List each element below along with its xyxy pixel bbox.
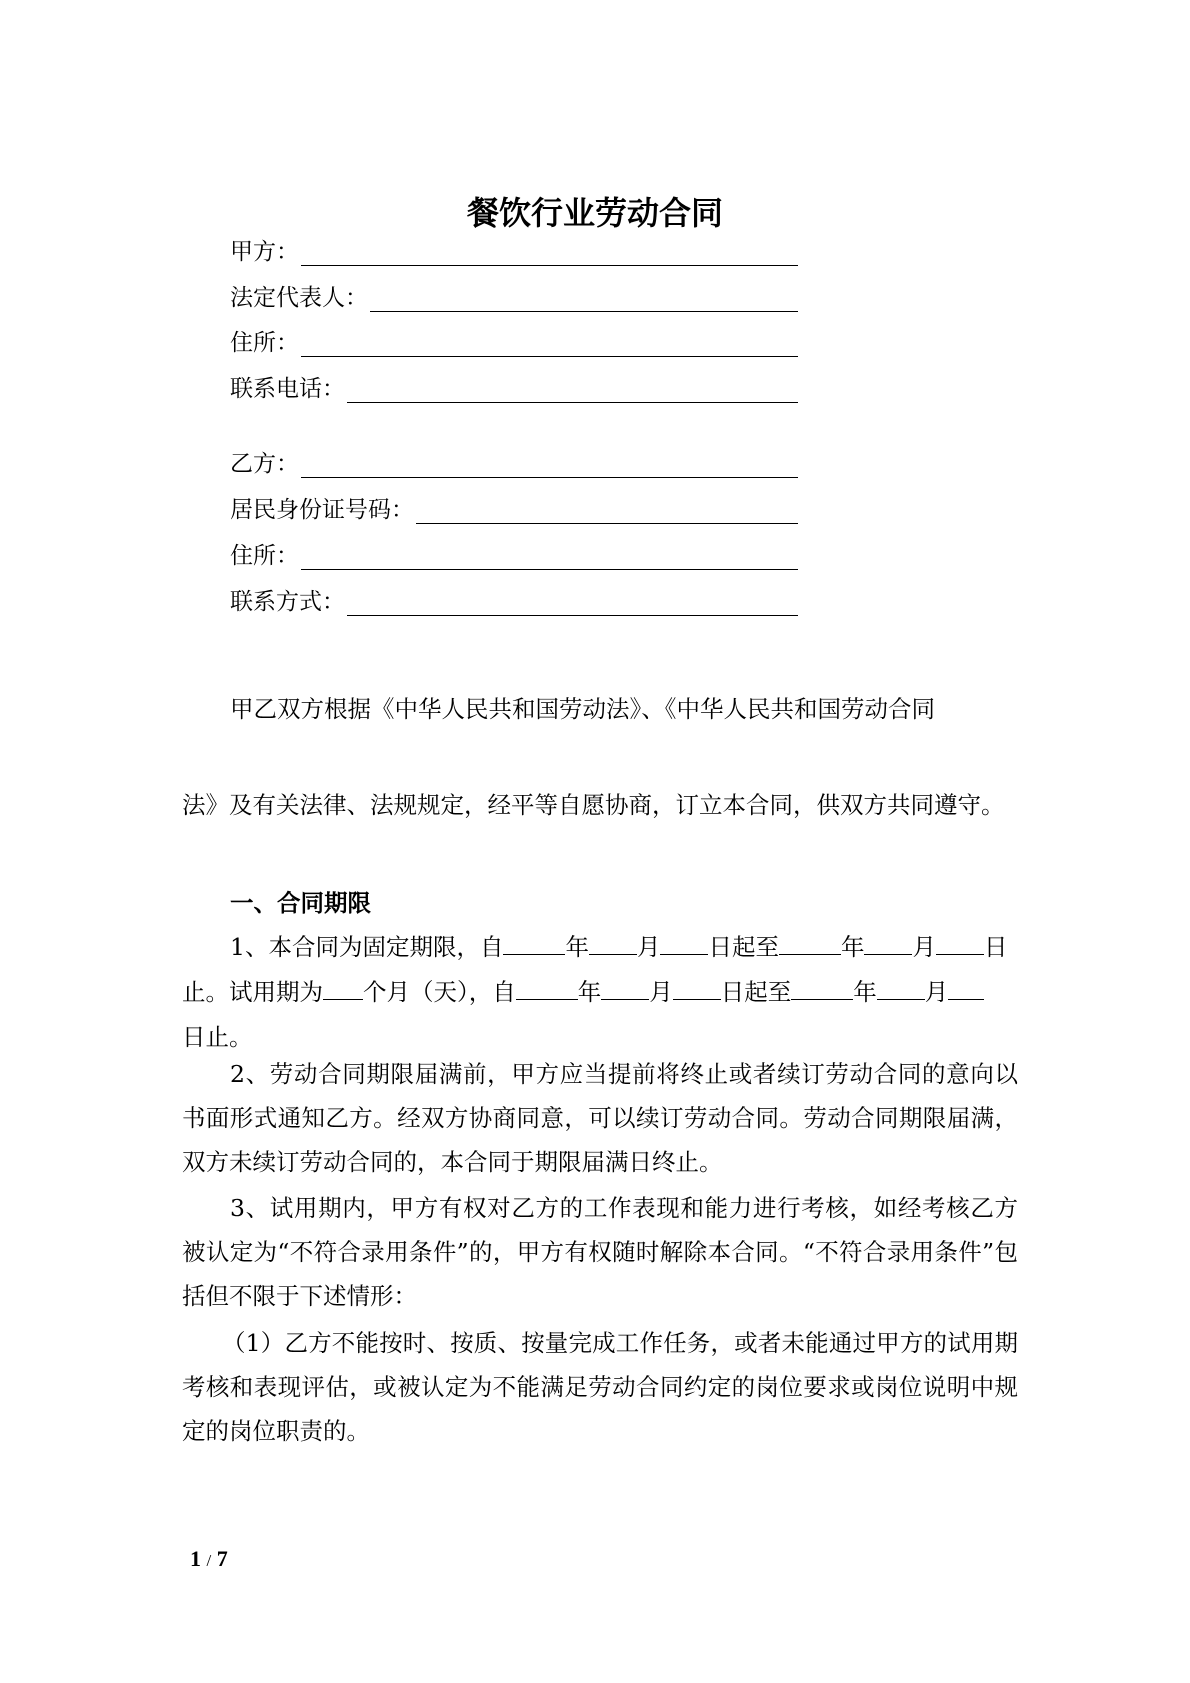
party-b-name-label: 乙方： <box>230 451 299 477</box>
clause-1-line-2 <box>182 973 984 1007</box>
month-unit: 月 <box>636 933 661 961</box>
party-a-name-blank[interactable] <box>301 243 798 266</box>
month-unit: 月 <box>649 978 673 1006</box>
year-unit: 年 <box>565 933 589 961</box>
party-a-address-blank[interactable] <box>301 334 798 357</box>
current-page: 1 <box>190 1546 201 1571</box>
party-a-phone-label: 联系电话： <box>230 376 345 402</box>
year-unit: 年 <box>840 933 865 961</box>
clause-3-item-1: （1）乙方不能按时、按质、按量完成工作任务，或者未能通过甲方的试用期考核和表现评估，或被认定为不能满足劳动合同约定的岗位要求或岗位说明中规定的岗位职责的。 <box>182 1329 1018 1445</box>
end-month-blank[interactable] <box>864 934 912 955</box>
page-separator: / <box>206 1551 212 1570</box>
party-a-phone-field[interactable] <box>230 369 798 403</box>
probation-end-month-blank[interactable] <box>877 979 925 1000</box>
party-b-id-field[interactable] <box>230 490 798 524</box>
party-b-id-label: 居民身份证号码： <box>230 497 414 523</box>
party-b-contact-label: 联系方式： <box>230 589 345 615</box>
clause-2: 2、劳动合同期限届满前，甲方应当提前将终止或者续订劳动合同的意向以书面形式通知乙方。经双方协商同意，可以续订劳动合同。劳动合同期限届满，双方未续订劳动合同的，本合同于期限届满日终止。 <box>182 1060 1018 1176</box>
party-b-contact-field[interactable] <box>230 582 798 616</box>
party-b-address-label: 住所： <box>230 543 299 569</box>
party-a-rep-label: 法定代表人： <box>230 285 368 311</box>
start-month-blank[interactable] <box>589 934 637 955</box>
end-day-blank[interactable] <box>936 934 984 955</box>
total-pages: 7 <box>216 1546 228 1571</box>
party-b-contact-blank[interactable] <box>347 593 798 616</box>
party-b-address-blank[interactable] <box>301 547 798 570</box>
clause-1-text-start: 1、本合同为固定期限，自 <box>230 933 504 961</box>
intro-line-2: 法》及有关法律、法规规定，经平等自愿协商，订立本合同，供双方共同遵守。 <box>182 791 1005 819</box>
document-title: 餐饮行业劳动合同 <box>466 194 723 232</box>
month-unit: 月 <box>924 978 949 1006</box>
probation-months-blank[interactable] <box>323 979 363 1000</box>
probation-end-day-blank[interactable] <box>948 979 984 1000</box>
start-year-blank[interactable] <box>503 934 565 955</box>
day-end-unit: 日 <box>983 933 1008 961</box>
clause-3: 3、试用期内，甲方有权对乙方的工作表现和能力进行考核，如经考核乙方被认定为“不符合录用条件”的，甲方有权随时解除本合同。“不符合录用条件”包括但不限于下述情形： <box>182 1194 1018 1310</box>
end-year-blank[interactable] <box>779 934 841 955</box>
party-a-name-field[interactable] <box>230 232 798 266</box>
clause-1-line-3: 日止。 <box>182 1023 253 1051</box>
section-1-heading: 一、合同期限 <box>230 889 371 917</box>
month-unit: 月 <box>912 933 936 961</box>
party-a-address-label: 住所： <box>230 330 299 356</box>
year-unit: 年 <box>577 978 602 1006</box>
year-unit: 年 <box>853 978 877 1006</box>
start-day-blank[interactable] <box>660 934 708 955</box>
probation-start-month-blank[interactable] <box>601 979 649 1000</box>
party-a-phone-blank[interactable] <box>347 380 798 403</box>
party-a-rep-field[interactable] <box>230 278 798 312</box>
day-from-unit: 日起至 <box>708 933 779 961</box>
party-a-rep-blank[interactable] <box>370 289 798 312</box>
party-b-address-field[interactable] <box>230 536 798 570</box>
party-a-name-label: 甲方： <box>230 239 299 265</box>
party-b-name-field[interactable] <box>230 444 798 478</box>
page-number <box>190 1546 228 1572</box>
party-a-address-field[interactable] <box>230 323 798 357</box>
probation-end-year-blank[interactable] <box>791 979 853 1000</box>
party-b-name-blank[interactable] <box>301 455 798 478</box>
probation-unit-text: 个月（天），自 <box>363 978 516 1006</box>
party-b-id-blank[interactable] <box>416 501 798 524</box>
clause-1-line-1 <box>230 928 1007 962</box>
day-from-unit: 日起至 <box>720 978 792 1006</box>
probation-start-day-blank[interactable] <box>673 979 721 1000</box>
intro-line-1: 甲乙双方根据《中华人民共和国劳动法》、《中华人民共和国劳动合同 <box>230 695 935 723</box>
probation-text: 止。试用期为 <box>182 978 323 1006</box>
probation-start-year-blank[interactable] <box>516 979 578 1000</box>
